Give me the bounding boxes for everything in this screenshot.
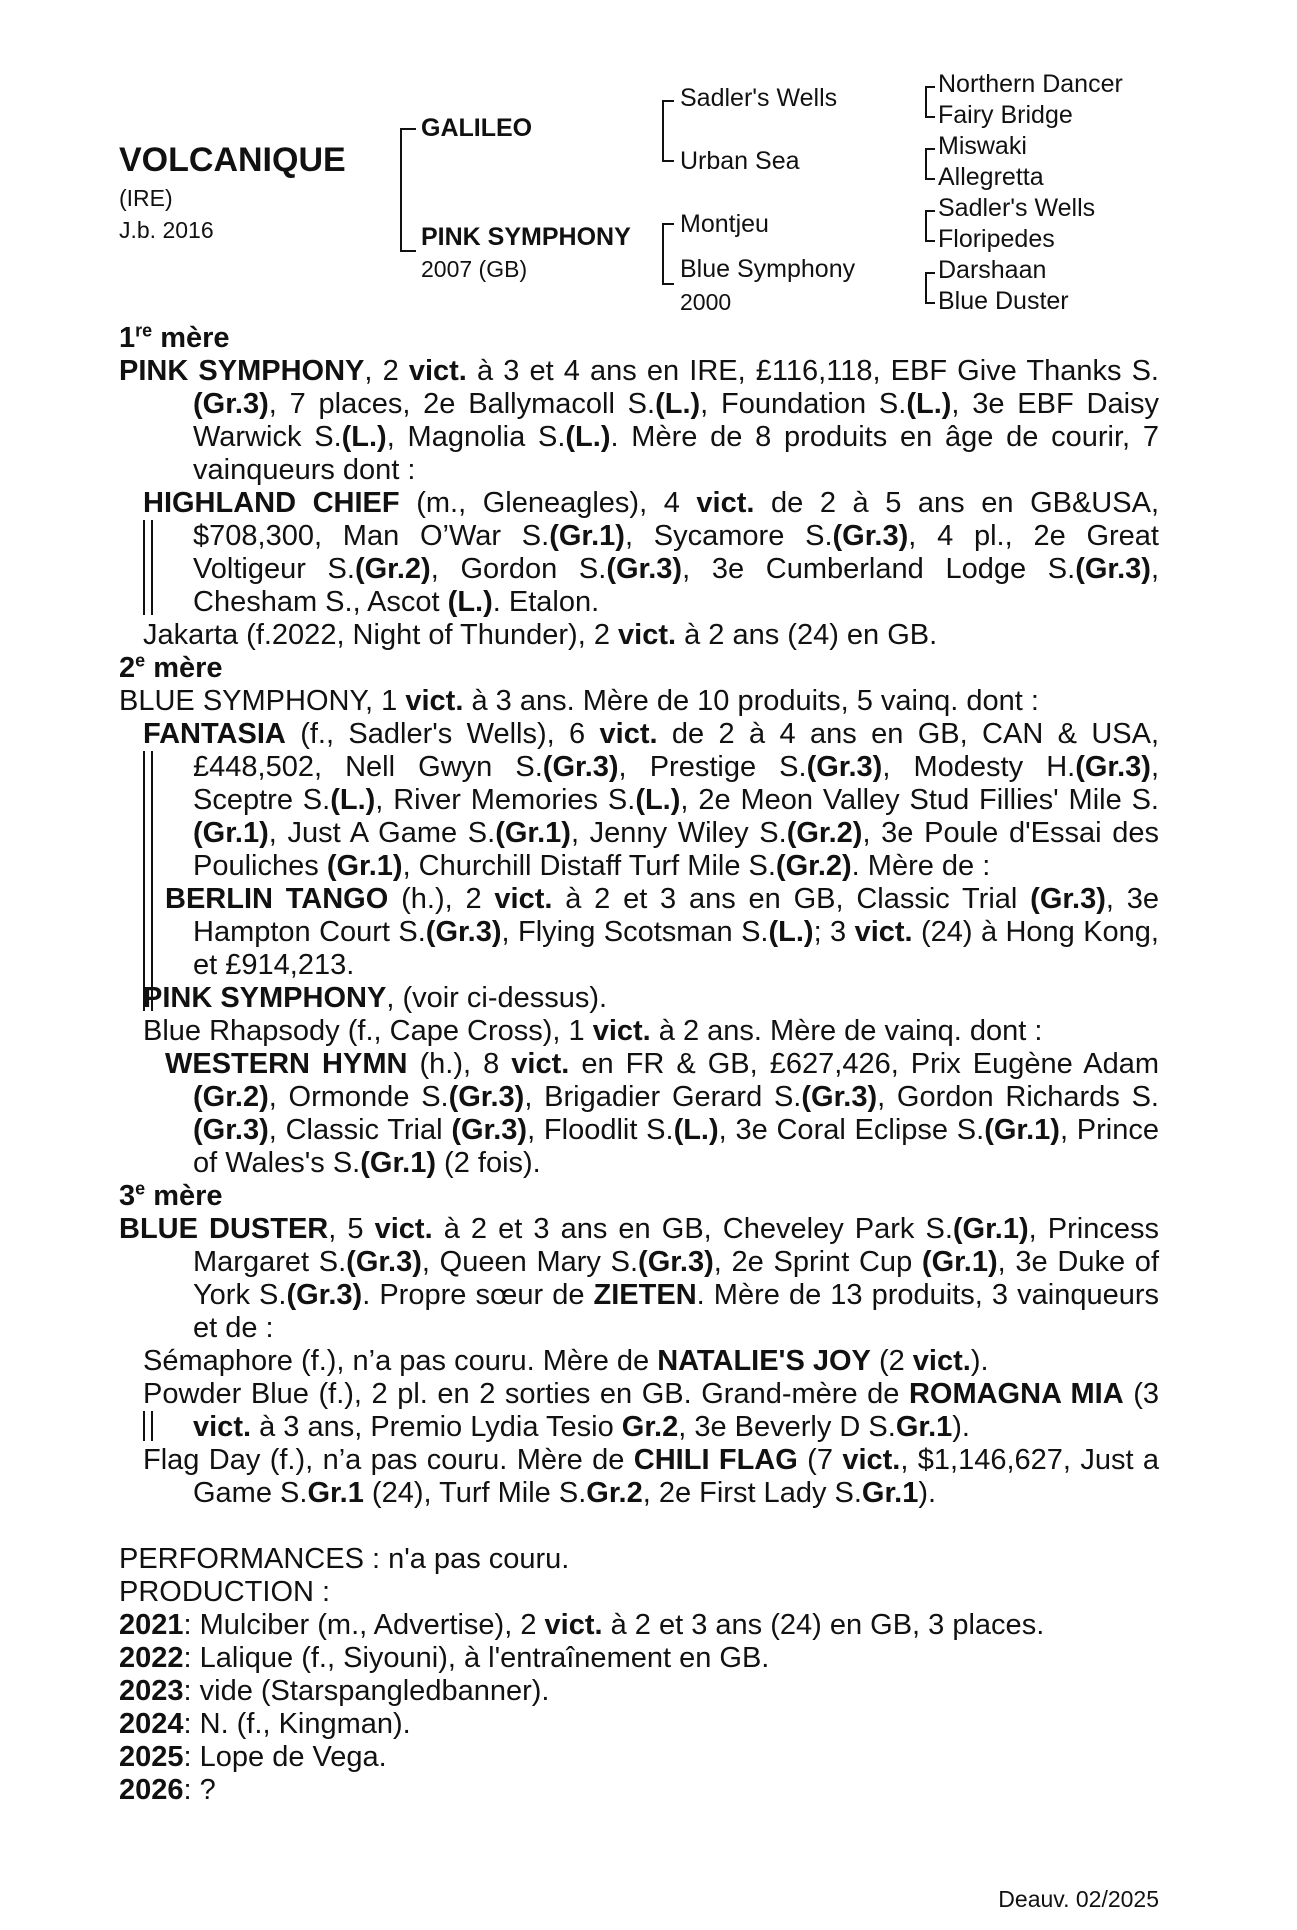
mere-3-entry: BLUE DUSTER, 5 vict. à 2 et 3 ans en GB, Cheveley Park S.(Gr.1), Princess Margaret S.(Gr.3), Queen Mary S.(Gr.3), 2e Sprint Cup (Gr.1), 3e Duke of York S.(Gr.3). Propre sœur de ZIETEN. Mère de 13 produits, 3 vainqueurs et de : xyxy=(119,1213,1159,1344)
ggs-4: Allegretta xyxy=(938,163,1044,191)
mere-1-entry: PINK SYMPHONY, 2 vict. à 3 et 4 ans en IRE, £116,118, EBF Give Thanks S.(Gr.3), 7 places, 2e Ballymacoll S.(L.), Foundation S.(L.), 3e EBF Daisy Warwick S.(L.), Magnolia S.(L.). Mère de 8 produits en âge de courir, 7 vainqueurs dont : xyxy=(119,355,1160,486)
berlin-tango-entry: BERLIN TANGO (h.), 2 vict. à 2 et 3 ans en GB, Classic Trial (Gr.3), 3e Hampton Court S.(Gr.3), Flying Scotsman S.(L.); 3 vict. (24) à Hong Kong, et £914,213. xyxy=(165,883,1160,981)
blue-rhapsody-entry: Blue Rhapsody (f., Cape Cross), 1 vict. à 2 ans. Mère de vainq. dont : xyxy=(143,1015,1043,1047)
family-text xyxy=(119,322,1159,1807)
production-2024: 2024: N. (f., Kingman). xyxy=(119,1708,411,1740)
horse-info: J.b. 2016 xyxy=(119,217,214,243)
production-2023: 2023: vide (Starspangledbanner). xyxy=(119,1675,550,1707)
production-2025: 2025: Lope de Vega. xyxy=(119,1741,387,1773)
ggs-bracket-1 xyxy=(925,86,935,118)
gs-1: Sadler's Wells xyxy=(680,84,838,112)
dam-name: PINK SYMPHONY xyxy=(421,223,631,251)
ggs-5: Sadler's Wells xyxy=(938,194,1096,222)
flag-day-entry: Flag Day (f.), n’a pas couru. Mère de CHILI FLAG (7 vict., $1,146,627, Just a Game S.Gr.1 (24), Turf Mile S.Gr.2, 2e First Lady S.Gr.1). xyxy=(143,1444,1160,1509)
western-hymn-entry: WESTERN HYMN (h.), 8 vict. en FR & GB, £627,426, Prix Eugène Adam (Gr.2), Ormonde S.(Gr.3), Brigadier Gerard S.(Gr.3), Gordon Richards S.(Gr.3), Classic Trial (Gr.3), Floodlit S.(L.), 3e Coral Eclipse S.(Gr.1), Prince of Wales's S.(Gr.1) (2 fois). xyxy=(165,1048,1159,1179)
section-mere-3: 3e mère xyxy=(119,1178,223,1212)
powder-blue-entry: Powder Blue (f.), 2 pl. en 2 sorties en GB. Grand-mère de ROMAGNA MIA (3 vict. à 3 ans, Premio Lydia Tesio Gr.2, 3e Beverly D S.Gr.1). xyxy=(143,1378,1159,1443)
highland-chief-entry: HIGHLAND CHIEF (m., Gleneagles), 4 vict. de 2 à 5 ans en GB&USA, $708,300, Man O’War S.(Gr.1), Sycamore S.(Gr.3), 4 pl., 2e Great Voltigeur S.(Gr.2), Gordon S.(Gr.3), 3e Cumberland Lodge S.(Gr.3), Chesham S., Ascot (L.). Etalon. xyxy=(143,487,1159,618)
ggs-1: Northern Dancer xyxy=(938,70,1123,98)
gs-3: Montjeu xyxy=(680,210,769,238)
production-label: PRODUCTION : xyxy=(119,1576,331,1608)
gs-4: Blue Symphony xyxy=(680,255,856,283)
gs-4-year: 2000 xyxy=(680,289,732,315)
mere-2-entry: BLUE SYMPHONY, 1 vict. à 3 ans. Mère de 10 produits, 5 vainq. dont : xyxy=(119,685,1039,717)
gs-2: Urban Sea xyxy=(680,147,800,175)
fantasia-entry: FANTASIA (f., Sadler's Wells), 6 vict. de 2 à 4 ans en GB, CAN & USA, £448,502, Nell Gwyn S.(Gr.3), Prestige S.(Gr.3), Modesty H.(Gr.3), Sceptre S.(L.), River Memories S.(L.), 2e Meon Valley Stud Fillies' Mile S.(Gr.1), Just A Game S.(Gr.1), Jenny Wiley S.(Gr.2), 3e Poule d'Essai des Pouliches (Gr.1), Churchill Distaff Turf Mile S.(Gr.2). Mère de : xyxy=(119,718,1159,883)
sire-dam-bracket xyxy=(400,128,416,252)
production-2021: 2021: Mulciber (m., Advertise), 2 vict. à 2 et 3 ans (24) en GB, 3 places. xyxy=(119,1609,1045,1641)
dam-info: 2007 (GB) xyxy=(421,256,528,282)
ggs-bracket-4 xyxy=(925,272,935,304)
performances: PERFORMANCES : n'a pas couru. xyxy=(119,1543,570,1575)
ggs-6: Floripedes xyxy=(938,225,1055,253)
ggs-2: Fairy Bridge xyxy=(938,101,1073,129)
footer-date: Deauv. 02/2025 xyxy=(998,1886,1159,1912)
ggs-bracket-2 xyxy=(925,148,935,180)
semaphore-entry: Sémaphore (f.), n’a pas couru. Mère de NATALIE'S JOY (2 vict.). xyxy=(143,1345,989,1377)
section-mere-2: 2e mère xyxy=(119,650,223,684)
ggs-8: Blue Duster xyxy=(938,287,1069,315)
sire-name: GALILEO xyxy=(421,114,533,142)
sire-parents-bracket xyxy=(662,100,674,162)
pink-symphony-ref: PINK SYMPHONY, (voir ci-dessus). xyxy=(143,982,608,1014)
jakarta-entry: Jakarta (f.2022, Night of Thunder), 2 vict. à 2 ans (24) en GB. xyxy=(143,619,938,651)
ggs-bracket-3 xyxy=(925,210,935,242)
horse-country: (IRE) xyxy=(119,185,173,211)
ggs-3: Miswaki xyxy=(938,132,1027,160)
ggs-7: Darshaan xyxy=(938,256,1047,284)
production-2026: 2026: ? xyxy=(119,1774,216,1806)
section-mere-1: 1re mère xyxy=(119,320,230,354)
dam-parents-bracket xyxy=(662,223,674,285)
production-2022: 2022: Lalique (f., Siyouni), à l'entraînement en GB. xyxy=(119,1642,770,1674)
horse-name: VOLCANIQUE xyxy=(119,141,346,179)
